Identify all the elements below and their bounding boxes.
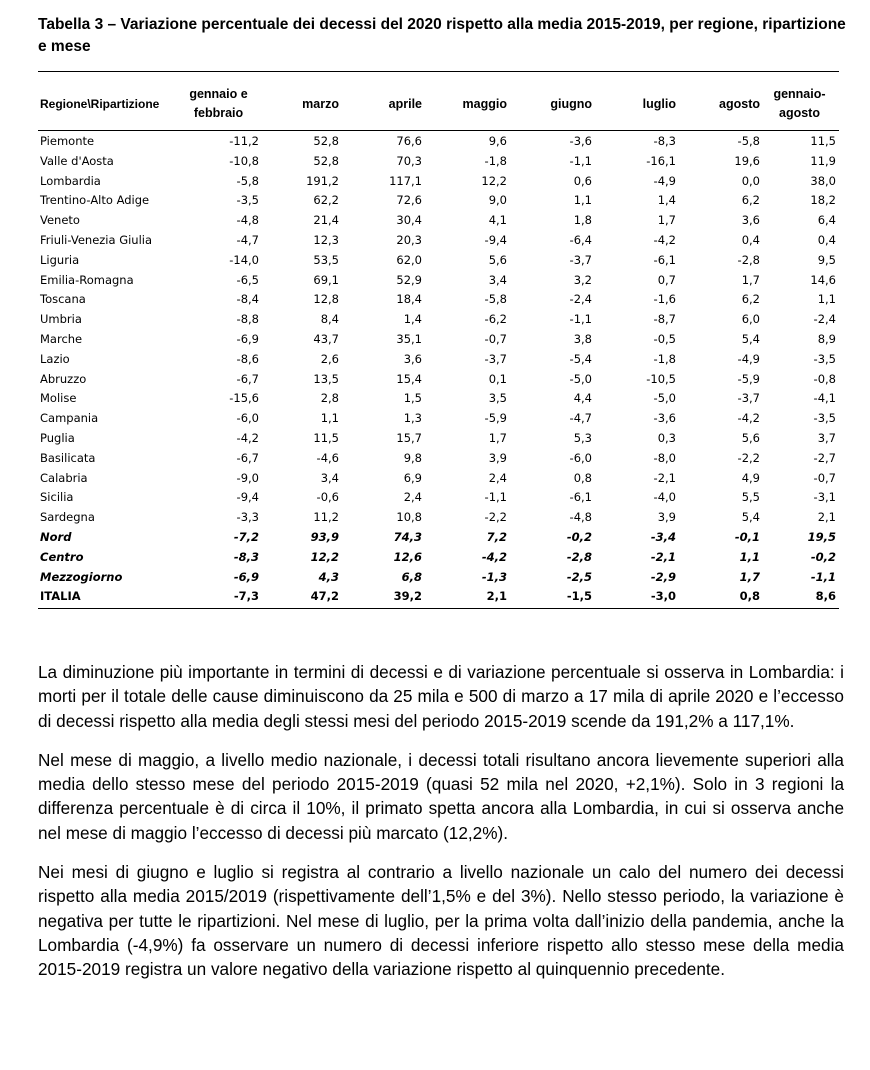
value-cell: 15,7 [396,430,422,445]
value-cell: -1,8 [653,351,676,366]
value-cell: -2,1 [653,470,676,485]
region-name-cell: Abruzzo [40,371,87,386]
value-cell: -2,4 [813,312,836,327]
value-cell: 11,2 [313,510,339,525]
table-row [38,449,839,469]
region-name-cell: Calabria [40,470,88,485]
value-cell: -6,9 [233,569,259,584]
value-cell: 11,5 [810,134,836,148]
value-cell: -6,2 [484,312,507,327]
value-cell: -3,5 [813,411,836,426]
value-cell: 39,2 [393,589,422,604]
value-cell: -4,9 [737,351,760,366]
header-march: marzo [302,96,339,111]
value-cell: -4,0 [653,490,676,505]
value-cell: 3,6 [741,213,760,228]
value-cell: 1,5 [403,391,422,406]
value-cell: -8,0 [653,450,676,465]
header-may: maggio [462,96,507,111]
value-cell: 52,8 [313,153,339,168]
value-cell: -2,9 [650,569,676,584]
region-name-cell: ITALIA [40,589,81,604]
value-cell: 6,4 [817,213,836,228]
value-cell: 4,1 [488,213,507,228]
table-row [38,191,839,211]
value-cell: 9,5 [817,252,836,267]
value-cell: -8,8 [236,312,259,327]
table-header-row [38,78,839,130]
value-cell: -9,4 [236,490,259,505]
paragraph: La diminuzione più importante in termini di decessi e di variazione percentuale si osserva in Lombardia: i morti per il totale delle cause diminuiscono da 25 mila e 500 di marzo a 17 mila di aprile 2020 e l’eccesso di decessi rispetto alla media degli stessi mesi del periodo 2015-2019 scende da 191,2% a 117,1%. [38,662,844,731]
region-name-cell: Puglia [40,430,75,445]
table-row [38,152,839,172]
value-cell: 69,1 [313,272,339,287]
value-cell: -1,1 [484,490,507,505]
value-cell: 8,9 [817,331,836,346]
value-cell: -5,0 [653,391,676,406]
value-cell: -2,8 [566,549,592,564]
value-cell: 38,0 [810,173,836,188]
value-cell: 2,1 [486,589,507,604]
value-cell: 53,5 [313,252,339,267]
value-cell: -7,3 [233,589,259,604]
table-top-rule [38,71,839,72]
region-name-cell: Veneto [40,213,80,228]
value-cell: 72,6 [396,193,422,208]
region-name-cell: Campania [40,411,99,426]
value-cell: 1,4 [657,193,676,208]
value-cell: 18,4 [396,292,422,307]
value-cell: 93,9 [310,529,339,544]
header-jan-feb: gennaio e febbraio [189,87,248,120]
value-cell: 3,8 [573,331,592,346]
region-name-cell: Emilia-Romagna [40,272,134,287]
region-name-cell: Umbria [40,312,82,327]
value-cell: -10,8 [229,153,259,168]
value-cell: -3,5 [236,193,259,208]
value-cell: 6,9 [403,470,422,485]
value-cell: -15,6 [229,391,259,406]
table-row [38,370,839,390]
region-name-cell: Trentino-Alto Adige [40,193,150,208]
value-cell: 12,2 [310,549,339,564]
value-cell: -3,7 [484,351,507,366]
value-cell: -6,0 [569,450,592,465]
table-row [38,548,839,568]
value-cell: -2,2 [737,450,760,465]
value-cell: -5,9 [484,411,507,426]
paragraph: Nei mesi di giugno e luglio si registra al contrario a livello nazionale un calo del numero dei decessi rispetto alla media 2015/2019 (rispettivamente dell’1,5% e del 3%). Nello stesso periodo, la variazione è negativa per tutte le ripartizioni. Nel mese di luglio, per la prima volta dall’inizio della pandemia, anche la Lombardia (-4,9%) fa osservare un numero di decessi inferiore rispetto allo stesso mese della media 2015-2019 registra un valore negativo della variazione rispetto al quinquennio precedente. [38,862,844,980]
value-cell: 0,0 [741,173,760,188]
value-cell: -9,0 [236,470,259,485]
header-region: Regione\Ripartizione [40,96,160,111]
value-cell: -0,2 [566,529,592,544]
header-june: giugno [550,96,592,111]
value-cell: -4,7 [236,232,259,247]
value-cell: 4,9 [741,470,760,485]
value-cell: 30,4 [396,213,422,228]
value-cell: -4,2 [737,411,760,426]
value-cell: -6,7 [236,450,259,465]
header-april: aprile [388,96,422,111]
value-cell: 0,7 [657,272,676,287]
table-row [38,231,839,251]
value-cell: 1,1 [817,292,836,307]
value-cell: -2,4 [569,292,592,307]
body-text [38,660,844,997]
value-cell: -3,3 [236,510,259,525]
value-cell: 191,2 [306,173,339,188]
table-bottom-rule [38,608,839,609]
value-cell: 2,4 [488,470,507,485]
region-name-cell: Sicilia [40,490,74,505]
table-row [38,469,839,489]
value-cell: 11,9 [810,153,836,168]
region-name-cell: Marche [40,331,83,346]
value-cell: -2,8 [737,252,760,267]
table-row [38,330,839,350]
header-august: agosto [719,96,760,111]
value-cell: 1,1 [573,193,592,208]
value-cell: 3,2 [573,272,592,287]
value-cell: -2,2 [484,510,507,525]
value-cell: 3,9 [657,510,676,525]
value-cell: -0,6 [316,490,339,505]
value-cell: -0,7 [484,331,507,346]
value-cell: 5,6 [741,430,760,445]
value-cell: 13,5 [313,371,339,386]
value-cell: 9,6 [488,134,507,148]
value-cell: 62,2 [313,193,339,208]
value-cell: -4,7 [569,411,592,426]
value-cell: 1,4 [403,312,422,327]
value-cell: 1,7 [657,213,676,228]
value-cell: -4,8 [236,213,259,228]
region-name-cell: Valle d'Aosta [40,153,114,168]
value-cell: -3,6 [569,134,592,148]
value-cell: 19,5 [807,529,836,544]
region-name-cell: Lombardia [40,173,101,188]
table-row [38,211,839,231]
value-cell: 6,8 [401,569,422,584]
value-cell: -5,8 [236,173,259,188]
value-cell: 6,0 [741,312,760,327]
region-name-cell: Centro [40,549,84,564]
value-cell: 5,4 [741,331,760,346]
value-cell: 8,6 [815,589,836,604]
value-cell: 12,2 [481,173,507,188]
value-cell: -5,8 [484,292,507,307]
table-row [38,587,839,607]
value-cell: -16,1 [646,153,676,168]
value-cell: 5,4 [741,510,760,525]
value-cell: -0,7 [813,470,836,485]
value-cell: 1,7 [741,272,760,287]
table-row [38,310,839,330]
value-cell: -6,0 [236,411,259,426]
value-cell: 14,6 [810,272,836,287]
value-cell: -7,2 [233,529,259,544]
table-row [38,172,839,192]
value-cell: 12,8 [313,292,339,307]
table-row [38,389,839,409]
value-cell: -0,1 [734,529,760,544]
table-row [38,488,839,508]
value-cell: 11,5 [313,430,339,445]
value-cell: -5,8 [737,134,760,148]
value-cell: 3,7 [817,430,836,445]
value-cell: 5,6 [488,252,507,267]
value-cell: 1,7 [739,569,760,584]
value-cell: -6,7 [236,371,259,386]
value-cell: 20,3 [396,232,422,247]
region-name-cell: Mezzogiorno [40,569,123,584]
value-cell: 1,3 [403,411,422,426]
value-cell: 3,4 [488,272,507,287]
table-row [38,130,839,152]
paragraph: Nel mese di maggio, a livello medio nazionale, i decessi totali risultano ancora lievemente superiori alla media dello stesso mese del periodo 2015-2019 (quasi 52 mila nel 2020, +2,1%). Solo in 3 regioni la differenza percentuale è di circa il 10%, il primato spetta ancora alla Lombardia, in cui si osserva anche nel mese di maggio l’eccesso di decessi più marcato (12,2%). [38,749,844,843]
value-cell: 12,6 [393,549,422,564]
value-cell: -6,4 [569,232,592,247]
value-cell: 1,7 [488,430,507,445]
region-name-cell: Liguria [40,252,80,267]
value-cell: 9,8 [403,450,422,465]
value-cell: 0,1 [488,371,507,386]
value-cell: -14,0 [229,252,259,267]
value-cell: 3,9 [488,450,507,465]
region-name-cell: Molise [40,391,77,406]
value-cell: 3,6 [403,351,422,366]
value-cell: -3,0 [650,589,676,604]
header-jan-aug: gennaio-agosto [773,87,826,120]
value-cell: -6,5 [236,272,259,287]
value-cell: -3,1 [813,490,836,505]
value-cell: -1,1 [569,153,592,168]
value-cell: 52,8 [313,134,339,148]
value-cell: 35,1 [396,331,422,346]
header-july: luglio [642,96,676,111]
value-cell: 74,3 [393,529,422,544]
value-cell: 21,4 [313,213,339,228]
value-cell: -4,9 [653,173,676,188]
value-cell: 3,4 [320,470,339,485]
value-cell: 8,4 [320,312,339,327]
value-cell: -11,2 [229,134,259,148]
value-cell: 1,1 [739,549,760,564]
table-row [38,528,839,548]
value-cell: 9,0 [488,193,507,208]
value-cell: -0,8 [813,371,836,386]
value-cell: -5,0 [569,371,592,386]
region-name-cell: Toscana [40,292,86,307]
value-cell: 19,6 [734,153,760,168]
value-cell: -6,9 [236,331,259,346]
value-cell: -2,1 [650,549,676,564]
value-cell: -6,1 [569,490,592,505]
value-cell: 5,5 [741,490,760,505]
table-row [38,290,839,310]
value-cell: -1,3 [481,569,507,584]
value-cell: -3,7 [569,252,592,267]
value-cell: 0,4 [817,232,836,247]
value-cell: -0,2 [810,549,836,564]
value-cell: 6,2 [741,292,760,307]
value-cell: -1,5 [566,589,592,604]
value-cell: 6,2 [741,193,760,208]
value-cell: 117,1 [389,173,422,188]
value-cell: -2,5 [566,569,592,584]
value-cell: 0,8 [573,470,592,485]
value-cell: -2,7 [813,450,836,465]
mortality-table [38,78,839,607]
value-cell: 62,0 [396,252,422,267]
value-cell: 3,5 [488,391,507,406]
value-cell: -3,6 [653,411,676,426]
value-cell: 0,8 [739,589,760,604]
value-cell: 70,3 [396,153,422,168]
value-cell: -8,3 [233,549,259,564]
value-cell: -1,8 [484,153,507,168]
value-cell: 5,3 [573,430,592,445]
value-cell: 2,4 [403,490,422,505]
value-cell: 2,8 [320,391,339,406]
table-row [38,429,839,449]
value-cell: 12,3 [313,232,339,247]
value-cell: 52,9 [396,272,422,287]
table-row [38,251,839,271]
value-cell: 76,6 [396,134,422,148]
table-title: Tabella 3 – Variazione percentuale dei decessi del 2020 rispetto alla media 2015-2019, per regione, ripartizione e mese [38,16,846,55]
value-cell: 2,1 [817,510,836,525]
value-cell: -4,8 [569,510,592,525]
value-cell: -1,1 [569,312,592,327]
value-cell: -4,6 [316,450,339,465]
value-cell: 43,7 [313,331,339,346]
value-cell: 15,4 [396,371,422,386]
table-row [38,350,839,370]
value-cell: 4,3 [318,569,339,584]
region-name-cell: Sardegna [40,510,95,525]
value-cell: -5,4 [569,351,592,366]
value-cell: -9,4 [484,232,507,247]
value-cell: 0,3 [657,430,676,445]
value-cell: -8,6 [236,351,259,366]
value-cell: -4,2 [481,549,507,564]
value-cell: -1,1 [810,569,836,584]
value-cell: -4,2 [653,232,676,247]
value-cell: 47,2 [310,589,339,604]
value-cell: 10,8 [396,510,422,525]
value-cell: -5,9 [737,371,760,386]
region-name-cell: Nord [40,529,72,544]
value-cell: 7,2 [486,529,507,544]
region-name-cell: Friuli-Venezia Giulia [40,232,153,247]
table-row [38,568,839,588]
value-cell: -4,2 [236,430,259,445]
value-cell: -8,3 [653,134,676,148]
value-cell: -8,4 [236,292,259,307]
table-row [38,508,839,528]
value-cell: 0,4 [741,232,760,247]
value-cell: -6,1 [653,252,676,267]
value-cell: 0,6 [573,173,592,188]
table-row [38,409,839,429]
region-name-cell: Lazio [40,351,70,366]
value-cell: 2,6 [320,351,339,366]
table-row [38,271,839,291]
value-cell: 18,2 [810,193,836,208]
value-cell: 1,8 [573,213,592,228]
value-cell: -3,7 [737,391,760,406]
value-cell: -4,1 [813,391,836,406]
value-cell: -10,5 [646,371,676,386]
value-cell: -8,7 [653,312,676,327]
value-cell: -3,4 [650,529,676,544]
value-cell: -0,5 [653,331,676,346]
value-cell: -1,6 [653,292,676,307]
value-cell: -3,5 [813,351,836,366]
region-name-cell: Basilicata [40,450,96,465]
value-cell: 4,4 [573,391,592,406]
value-cell: 1,1 [320,411,339,426]
region-name-cell: Piemonte [40,134,95,148]
